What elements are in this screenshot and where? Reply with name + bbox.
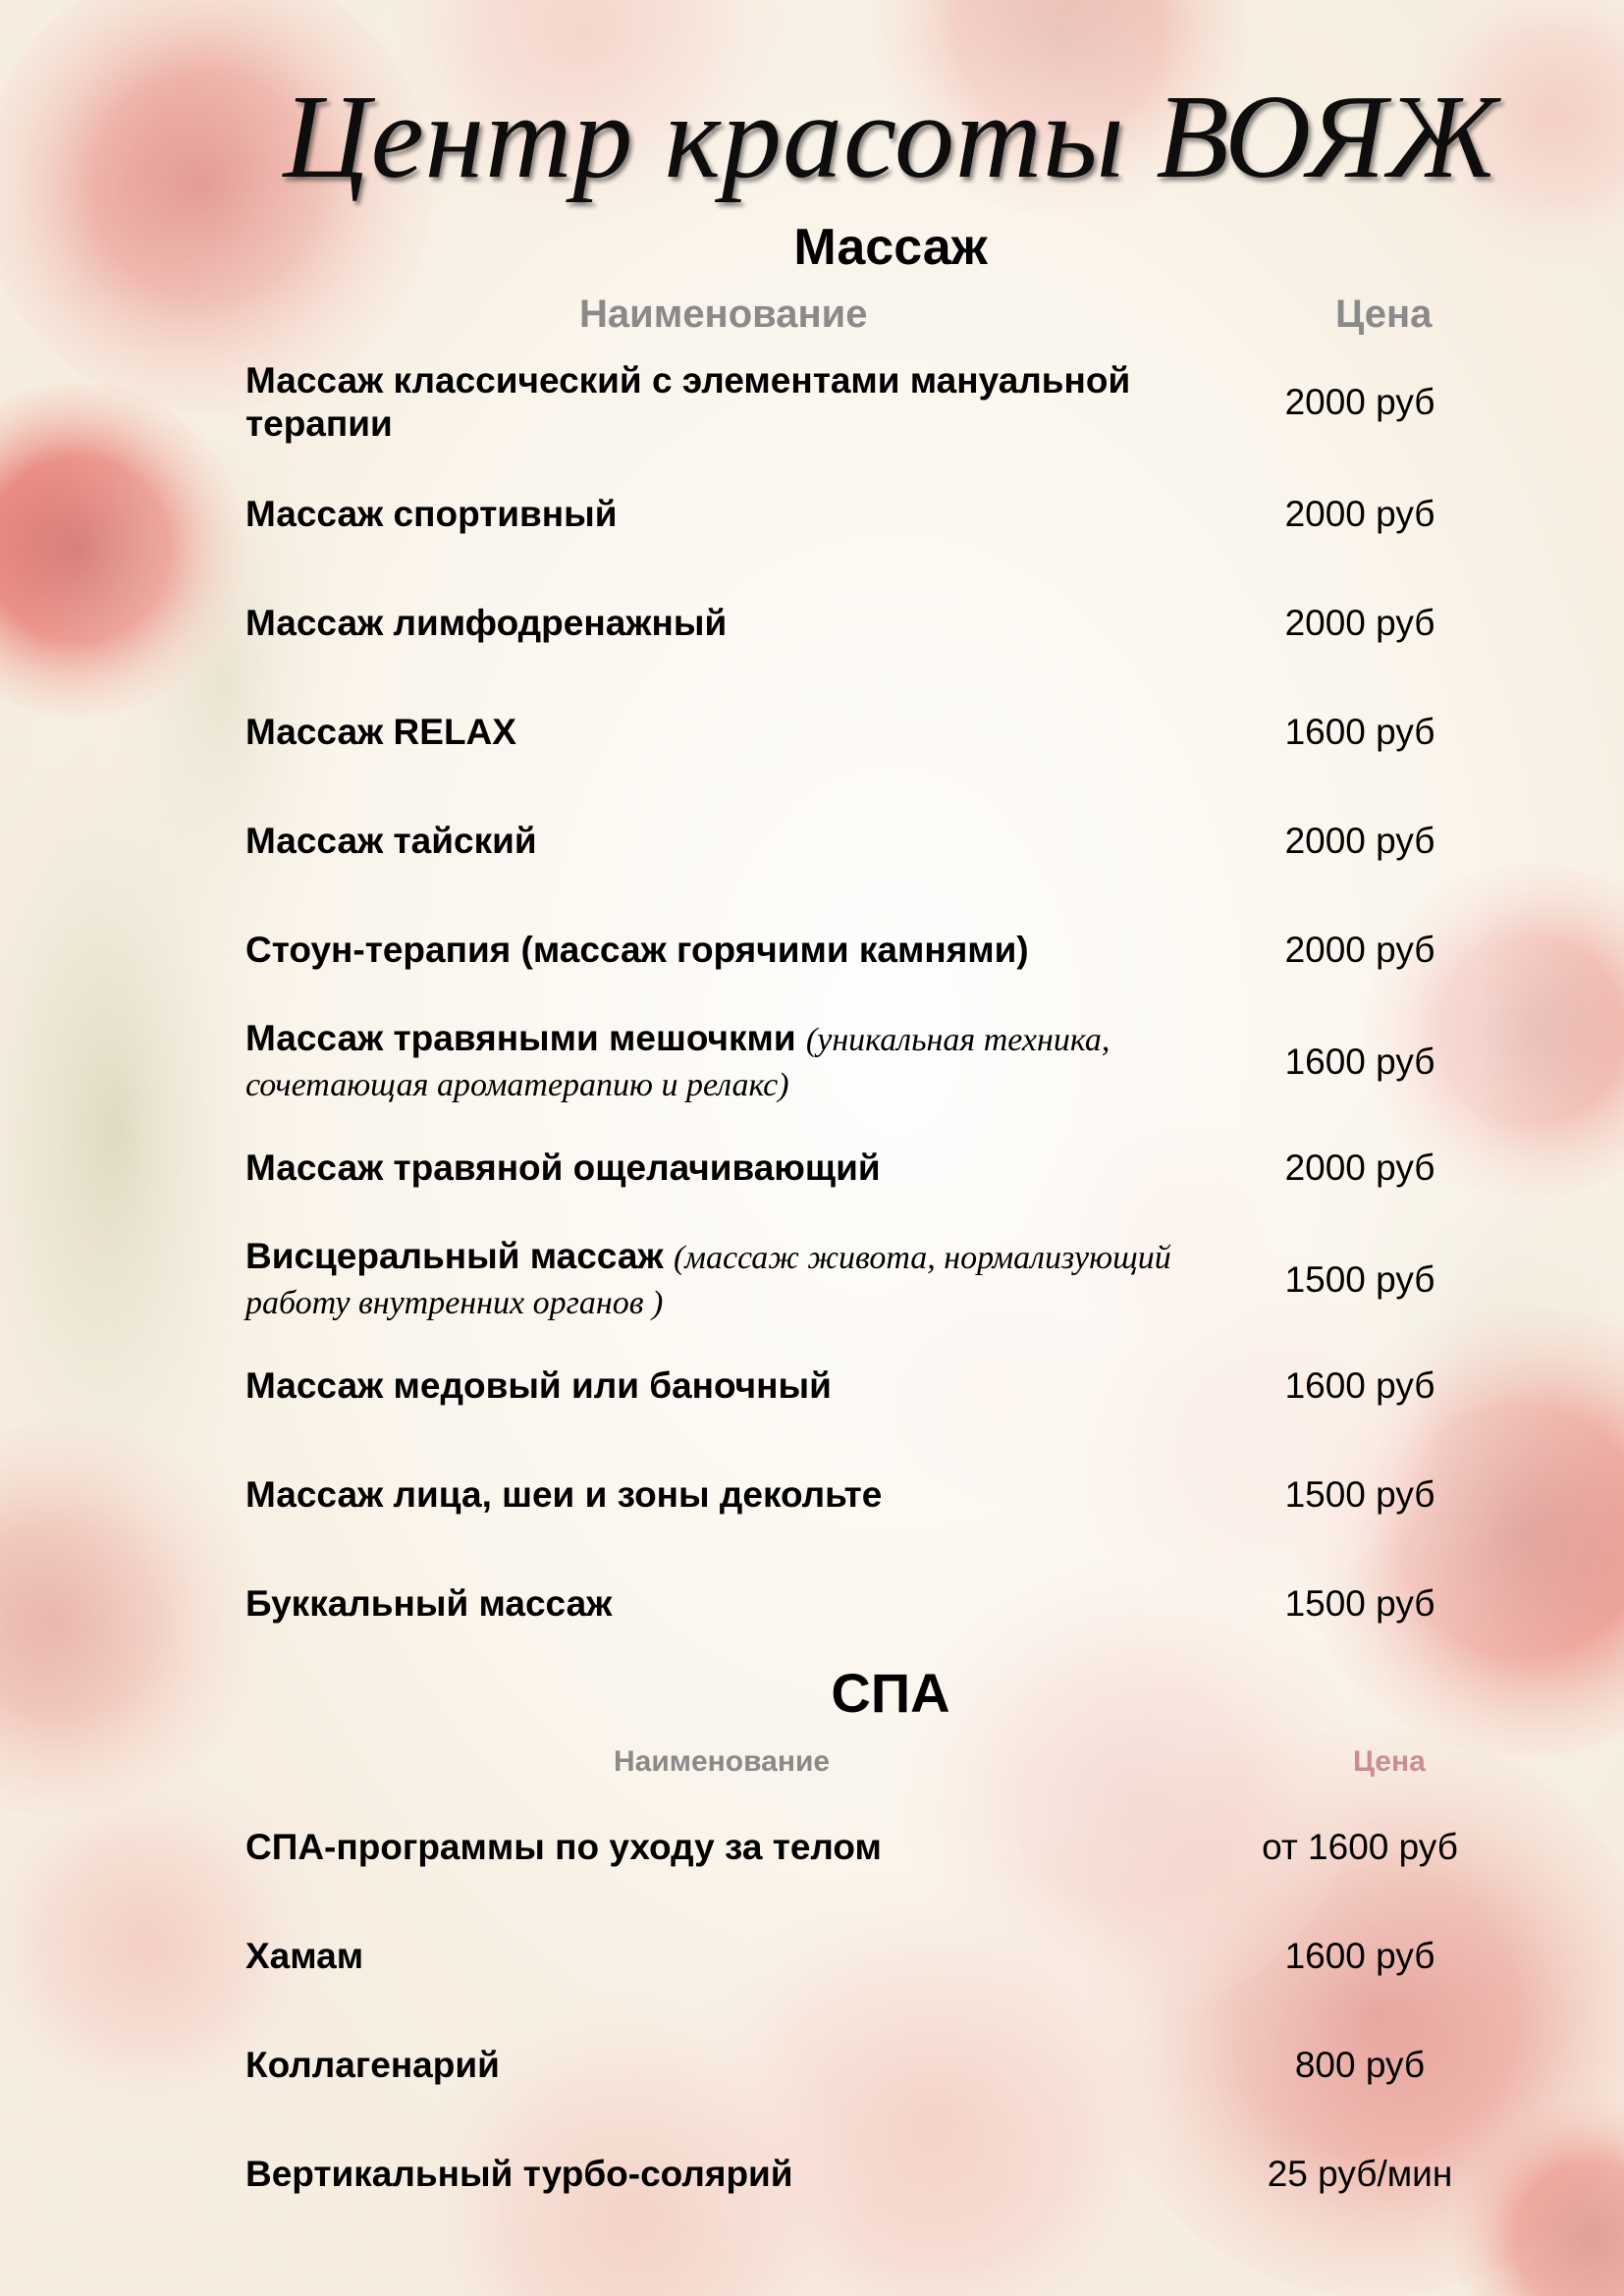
- service-name: Массаж травяной ощелачивающий: [245, 1148, 881, 1188]
- spa-item: [245, 2153, 1512, 2196]
- service-name: Вертикальный турбо-солярий: [245, 2154, 793, 2194]
- massage-item: [245, 493, 1512, 536]
- page-title: Центр красоты ВОЯЖ: [283, 71, 1498, 203]
- service-note: (массаж живота, нормализующий работу внутренних органов ): [245, 1240, 1171, 1321]
- service-name: Массаж классический с элементами мануальной терапии: [245, 360, 1131, 444]
- service-price: 2000 руб: [1284, 930, 1435, 970]
- service-name: СПА-программы по уходу за телом: [245, 1827, 882, 1867]
- service-price: 800 руб: [1294, 2045, 1426, 2085]
- spa-item: [245, 1826, 1512, 1869]
- service-price: 1500 руб: [1284, 1259, 1435, 1300]
- service-price: 1600 руб: [1284, 1936, 1435, 1976]
- massage-item: [245, 602, 1512, 645]
- service-name: Буккальный массаж: [245, 1583, 613, 1624]
- service-name: Массаж лимфодренажный: [245, 603, 728, 643]
- massage-column-price-header: Цена: [1335, 293, 1433, 336]
- service-name: Массаж травяными мешочкми: [245, 1018, 796, 1058]
- service-price: 2000 руб: [1284, 821, 1435, 861]
- service-price: 1500 руб: [1284, 1583, 1435, 1624]
- service-price: от 1600 руб: [1262, 1827, 1458, 1867]
- spa-column-name-header: Наименование: [614, 1745, 831, 1778]
- massage-column-name-header: Наименование: [579, 293, 868, 336]
- massage-section-heading: Массаж: [793, 219, 988, 276]
- massage-item: [245, 1147, 1512, 1190]
- massage-item: [245, 711, 1512, 754]
- service-name: Массаж RELAX: [245, 712, 516, 752]
- service-name: Массаж тайский: [245, 821, 537, 861]
- spa-column-price-header: Цена: [1353, 1745, 1426, 1778]
- service-price: 1600 руб: [1284, 1365, 1435, 1406]
- service-name: Висцеральный массаж: [245, 1236, 664, 1276]
- massage-item: [245, 1235, 1512, 1325]
- spa-section-heading: СПА: [831, 1662, 950, 1724]
- service-price: 25 руб/мин: [1267, 2154, 1453, 2194]
- service-price: 1500 руб: [1284, 1474, 1435, 1515]
- service-name: Стоун-терапия (массаж горячими камнями): [245, 930, 1029, 970]
- massage-item: [245, 1473, 1512, 1517]
- service-name: Массаж лица, шеи и зоны декольте: [245, 1474, 883, 1515]
- massage-item: [245, 1017, 1512, 1107]
- service-name: Коллагенарий: [245, 2045, 500, 2085]
- massage-item: [245, 820, 1512, 863]
- massage-item: [245, 1582, 1512, 1626]
- service-name: Хамам: [245, 1936, 364, 1976]
- service-price: 1600 руб: [1284, 1041, 1435, 1082]
- massage-item: [245, 929, 1512, 972]
- service-note: (уникальная техника, сочетающая ароматерапию и релакс): [245, 1022, 1110, 1103]
- service-price: 2000 руб: [1284, 382, 1435, 422]
- service-price: 2000 руб: [1284, 603, 1435, 643]
- massage-item: [245, 1364, 1512, 1408]
- spa-item: [245, 1935, 1512, 1978]
- service-price: 2000 руб: [1284, 1148, 1435, 1188]
- spa-item: [245, 2044, 1512, 2087]
- service-name: Массаж спортивный: [245, 494, 618, 534]
- service-price: 1600 руб: [1284, 712, 1435, 752]
- massage-item: [245, 359, 1512, 446]
- service-name: Массаж медовый или баночный: [245, 1365, 832, 1406]
- service-price: 2000 руб: [1284, 494, 1435, 534]
